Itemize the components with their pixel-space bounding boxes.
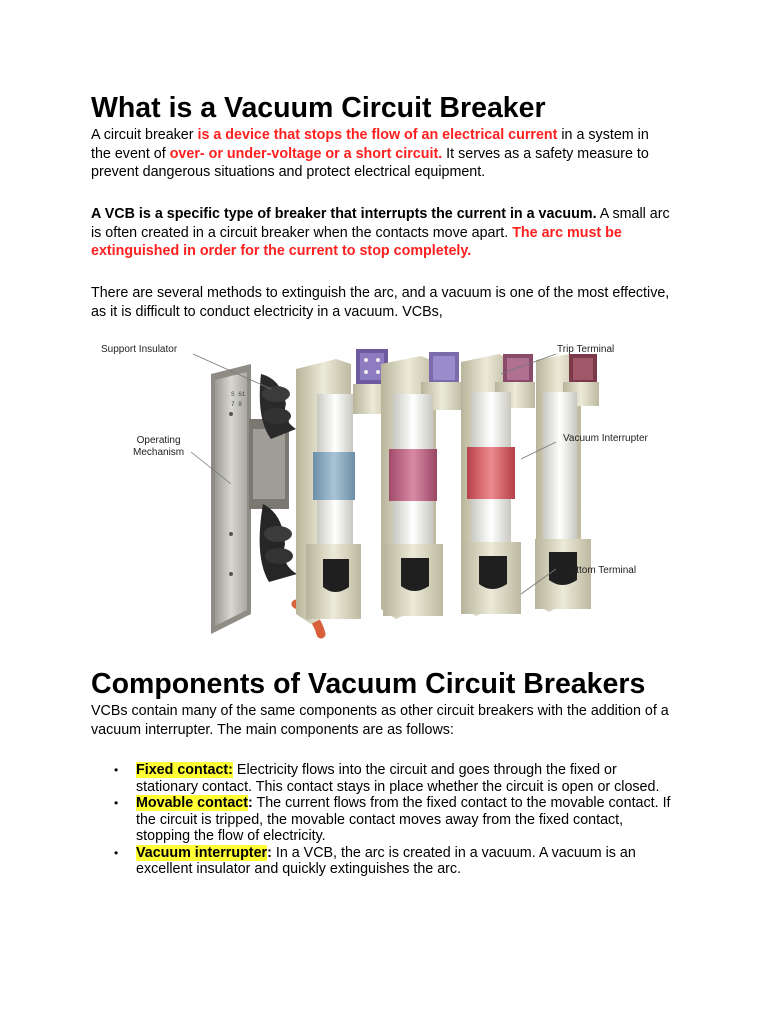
components-line-2: vacuum interrupter. The main components are as follows:: [91, 721, 454, 738]
label-bottom-terminal: Bottom Terminal: [564, 565, 637, 576]
methods-line-1: There are several methods to extinguish the arc, and a vacuum is one of the most effective,: [91, 285, 670, 301]
pole-3: [461, 354, 535, 616]
plate-text-2: 7 8: [231, 401, 242, 408]
label-vacuum-interrupter: Vacuum Interrupter: [563, 433, 648, 444]
label-trip-terminal: Trip Terminal: [557, 344, 615, 355]
intro-paragraph: [91, 126, 691, 182]
plate-text-1: S 61: [231, 391, 246, 398]
vcb-line-3: extinguished in order for the current to stop completely.: [91, 243, 472, 259]
vcb-line-1: A VCB is a specific type of breaker that interrupts the current in a vacuum. A small arc: [91, 206, 670, 222]
emphasis-text: is a device that stops the flow of an electrical current: [197, 127, 558, 143]
vcb-definition-paragraph: [91, 205, 691, 261]
term-vacuum-interrupter: Vacuum interrupter: [136, 844, 268, 861]
methods-paragraph: [91, 284, 691, 321]
bullet-icon: •: [114, 796, 119, 810]
intro-line-2: the event of over- or under-voltage or a short circuit. It serves as a safety measure to: [91, 145, 649, 162]
components-list: [0, 762, 671, 878]
emphasis-text: over- or under-voltage or a short circuit.: [169, 145, 443, 162]
page-title: What is a Vacuum Circuit Breaker: [91, 92, 546, 124]
vcb-diagram-figure: [91, 334, 681, 644]
label-operating-mechanism: Operating Mechanism: [133, 435, 185, 458]
components-heading: Components of Vacuum Circuit Breakers: [91, 668, 646, 700]
methods-line-2: as it is difficult to conduct electricity in a vacuum. VCBs,: [91, 303, 443, 320]
pole-1: [296, 349, 393, 624]
term-movable-contact: Movable contact: [136, 795, 249, 811]
emphasis-text: The arc must be: [512, 224, 622, 241]
bold-definition: A VCB is a specific type of breaker that interrupts the current in a vacuum.: [91, 206, 597, 222]
bullet-icon: •: [114, 845, 119, 860]
vcb-illustration: [91, 334, 681, 644]
list-item-fixed-contact: • Fixed contact: Electricity flows into the circuit and goes through the fixed or stationary contact. This contact stays in place whether the circuit is open or closed.: [114, 762, 660, 795]
components-line-1: VCBs contain many of the same components as other circuit breakers with the addition of a: [91, 703, 669, 719]
label-support-insulator: Support Insulator: [101, 344, 178, 355]
term-fixed-contact: Fixed contact:: [136, 762, 233, 778]
list-item-vacuum-interrupter: • Vacuum interrupter: In a VCB, the arc is created in a vacuum. A vacuum is an excellent insulator and quickly extinguishes the arc.: [114, 844, 636, 877]
bullet-icon: •: [114, 763, 119, 777]
pole-2: [381, 352, 463, 619]
vcb-line-2: is often created in a circuit breaker when the contacts move apart. The arc must be: [91, 224, 622, 241]
intro-line-1: A circuit breaker is a device that stops the flow of an electrical current in a system in: [91, 127, 649, 143]
intro-line-3: prevent dangerous situations and protect electrical equipment.: [91, 164, 486, 180]
components-intro-paragraph: [91, 702, 691, 739]
list-item-movable-contact: • Movable contact: The current flows from the fixed contact to the movable contact. If the circuit is tripped, the movable contact moves away from the fixed contact, stopping the flow of electricity.: [114, 795, 671, 844]
